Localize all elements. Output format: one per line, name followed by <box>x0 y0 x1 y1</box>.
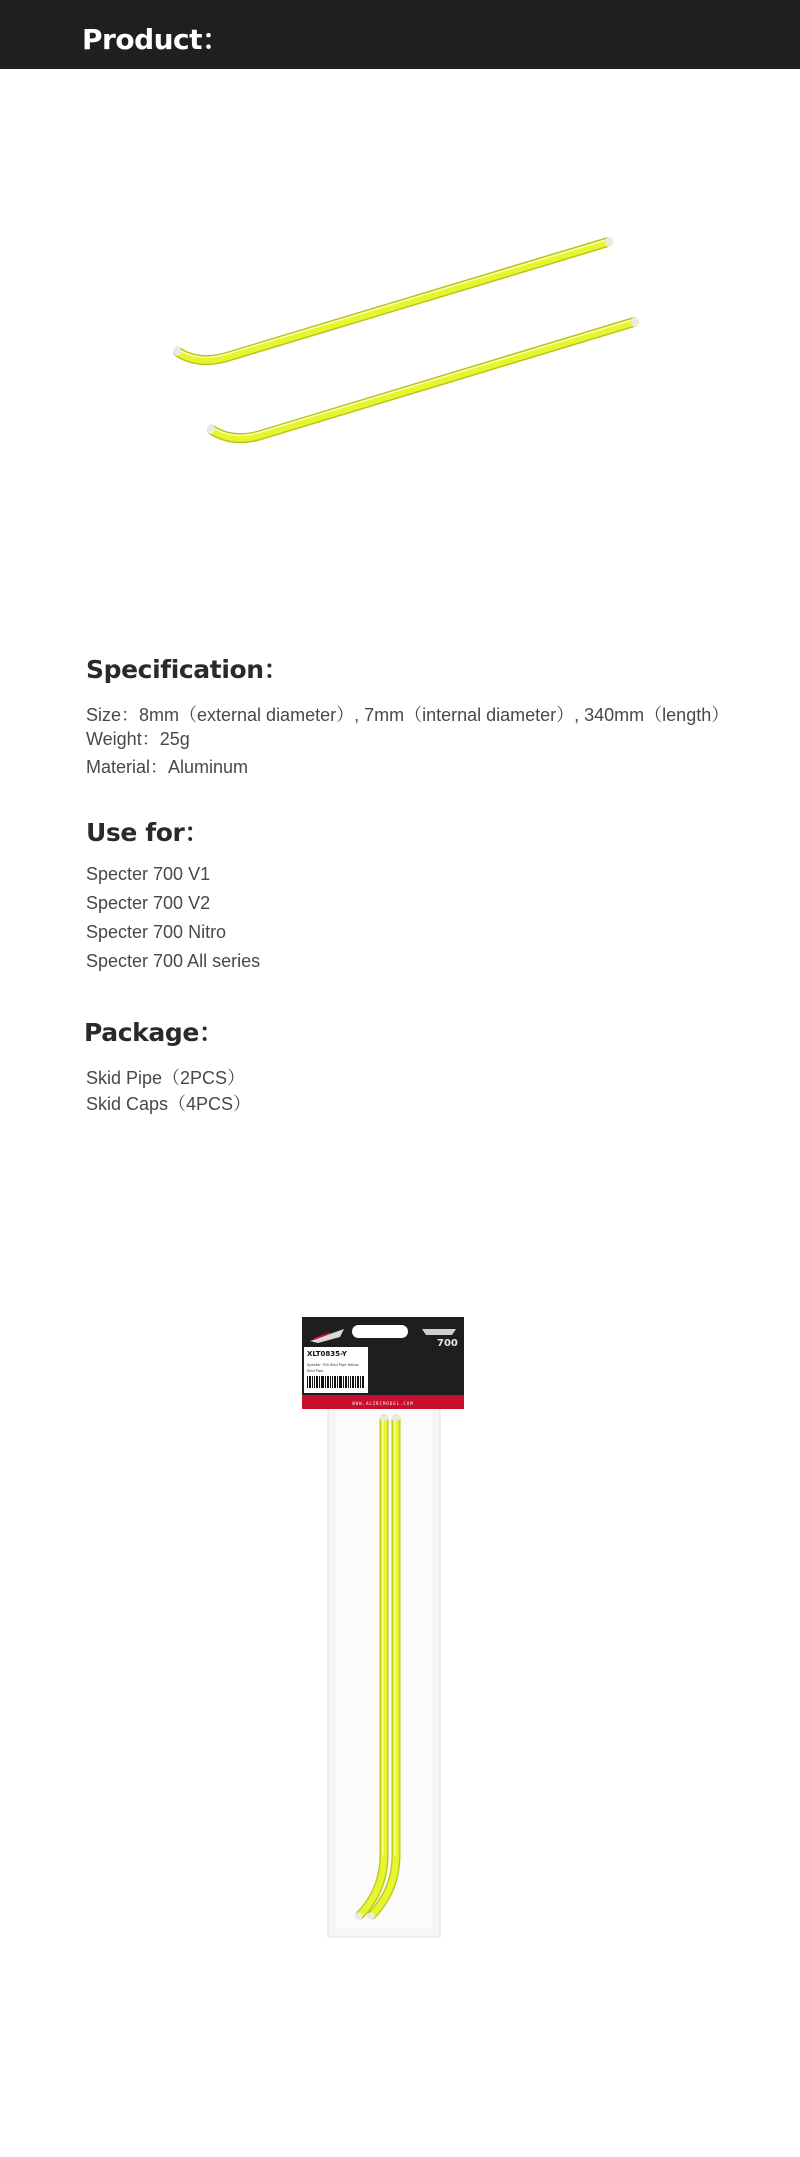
header-bar <box>0 0 800 69</box>
skid-cap <box>631 317 639 327</box>
package-item: Skid Pipe（2PCS） <box>86 1068 246 1088</box>
use-for-item: Specter 700 Nitro <box>86 922 227 942</box>
skid-cap <box>367 1913 375 1920</box>
specification-title: Specification： <box>86 655 289 684</box>
svg-text:700: 700 <box>437 1338 458 1349</box>
product-photo-skid-pipes <box>160 220 650 460</box>
skid-pipe-upper <box>173 237 613 360</box>
page-title: Product： <box>82 23 230 56</box>
skid-cap <box>207 424 215 434</box>
skid-cap <box>173 346 181 356</box>
hang-hole <box>352 1325 408 1338</box>
use-for-item: Specter 700 V2 <box>86 893 211 913</box>
spec-material: Material：Aluminum <box>86 757 249 777</box>
package-title: Package： <box>84 1018 224 1047</box>
use-for-title: Use for： <box>86 818 210 847</box>
spec-weight: Weight：25g <box>86 729 190 749</box>
skid-cap <box>605 237 613 247</box>
use-for-item: Specter 700 All series <box>86 951 261 971</box>
skid-cap <box>392 1415 401 1421</box>
label-description: Specter 700 Skid Pipe Yellow <box>307 1363 359 1367</box>
packaged-product-photo <box>300 1315 465 1940</box>
label-description-2: Skid Pipe <box>307 1369 324 1373</box>
package-label-card <box>302 1317 464 1409</box>
skid-cap <box>355 1913 363 1920</box>
label-website: WWW.ALZRCMODEL.COM <box>352 1401 414 1406</box>
part-number: XLT0835-Y <box>307 1350 347 1358</box>
spec-size: Size：8mm（external diameter）, 7mm（internal diameter）, 340mm（length） <box>86 705 730 725</box>
skid-pipe-lower <box>207 317 639 438</box>
package-item: Skid Caps（4PCS） <box>86 1094 252 1114</box>
use-for-item: Specter 700 V1 <box>86 864 211 884</box>
skid-cap <box>380 1415 389 1421</box>
